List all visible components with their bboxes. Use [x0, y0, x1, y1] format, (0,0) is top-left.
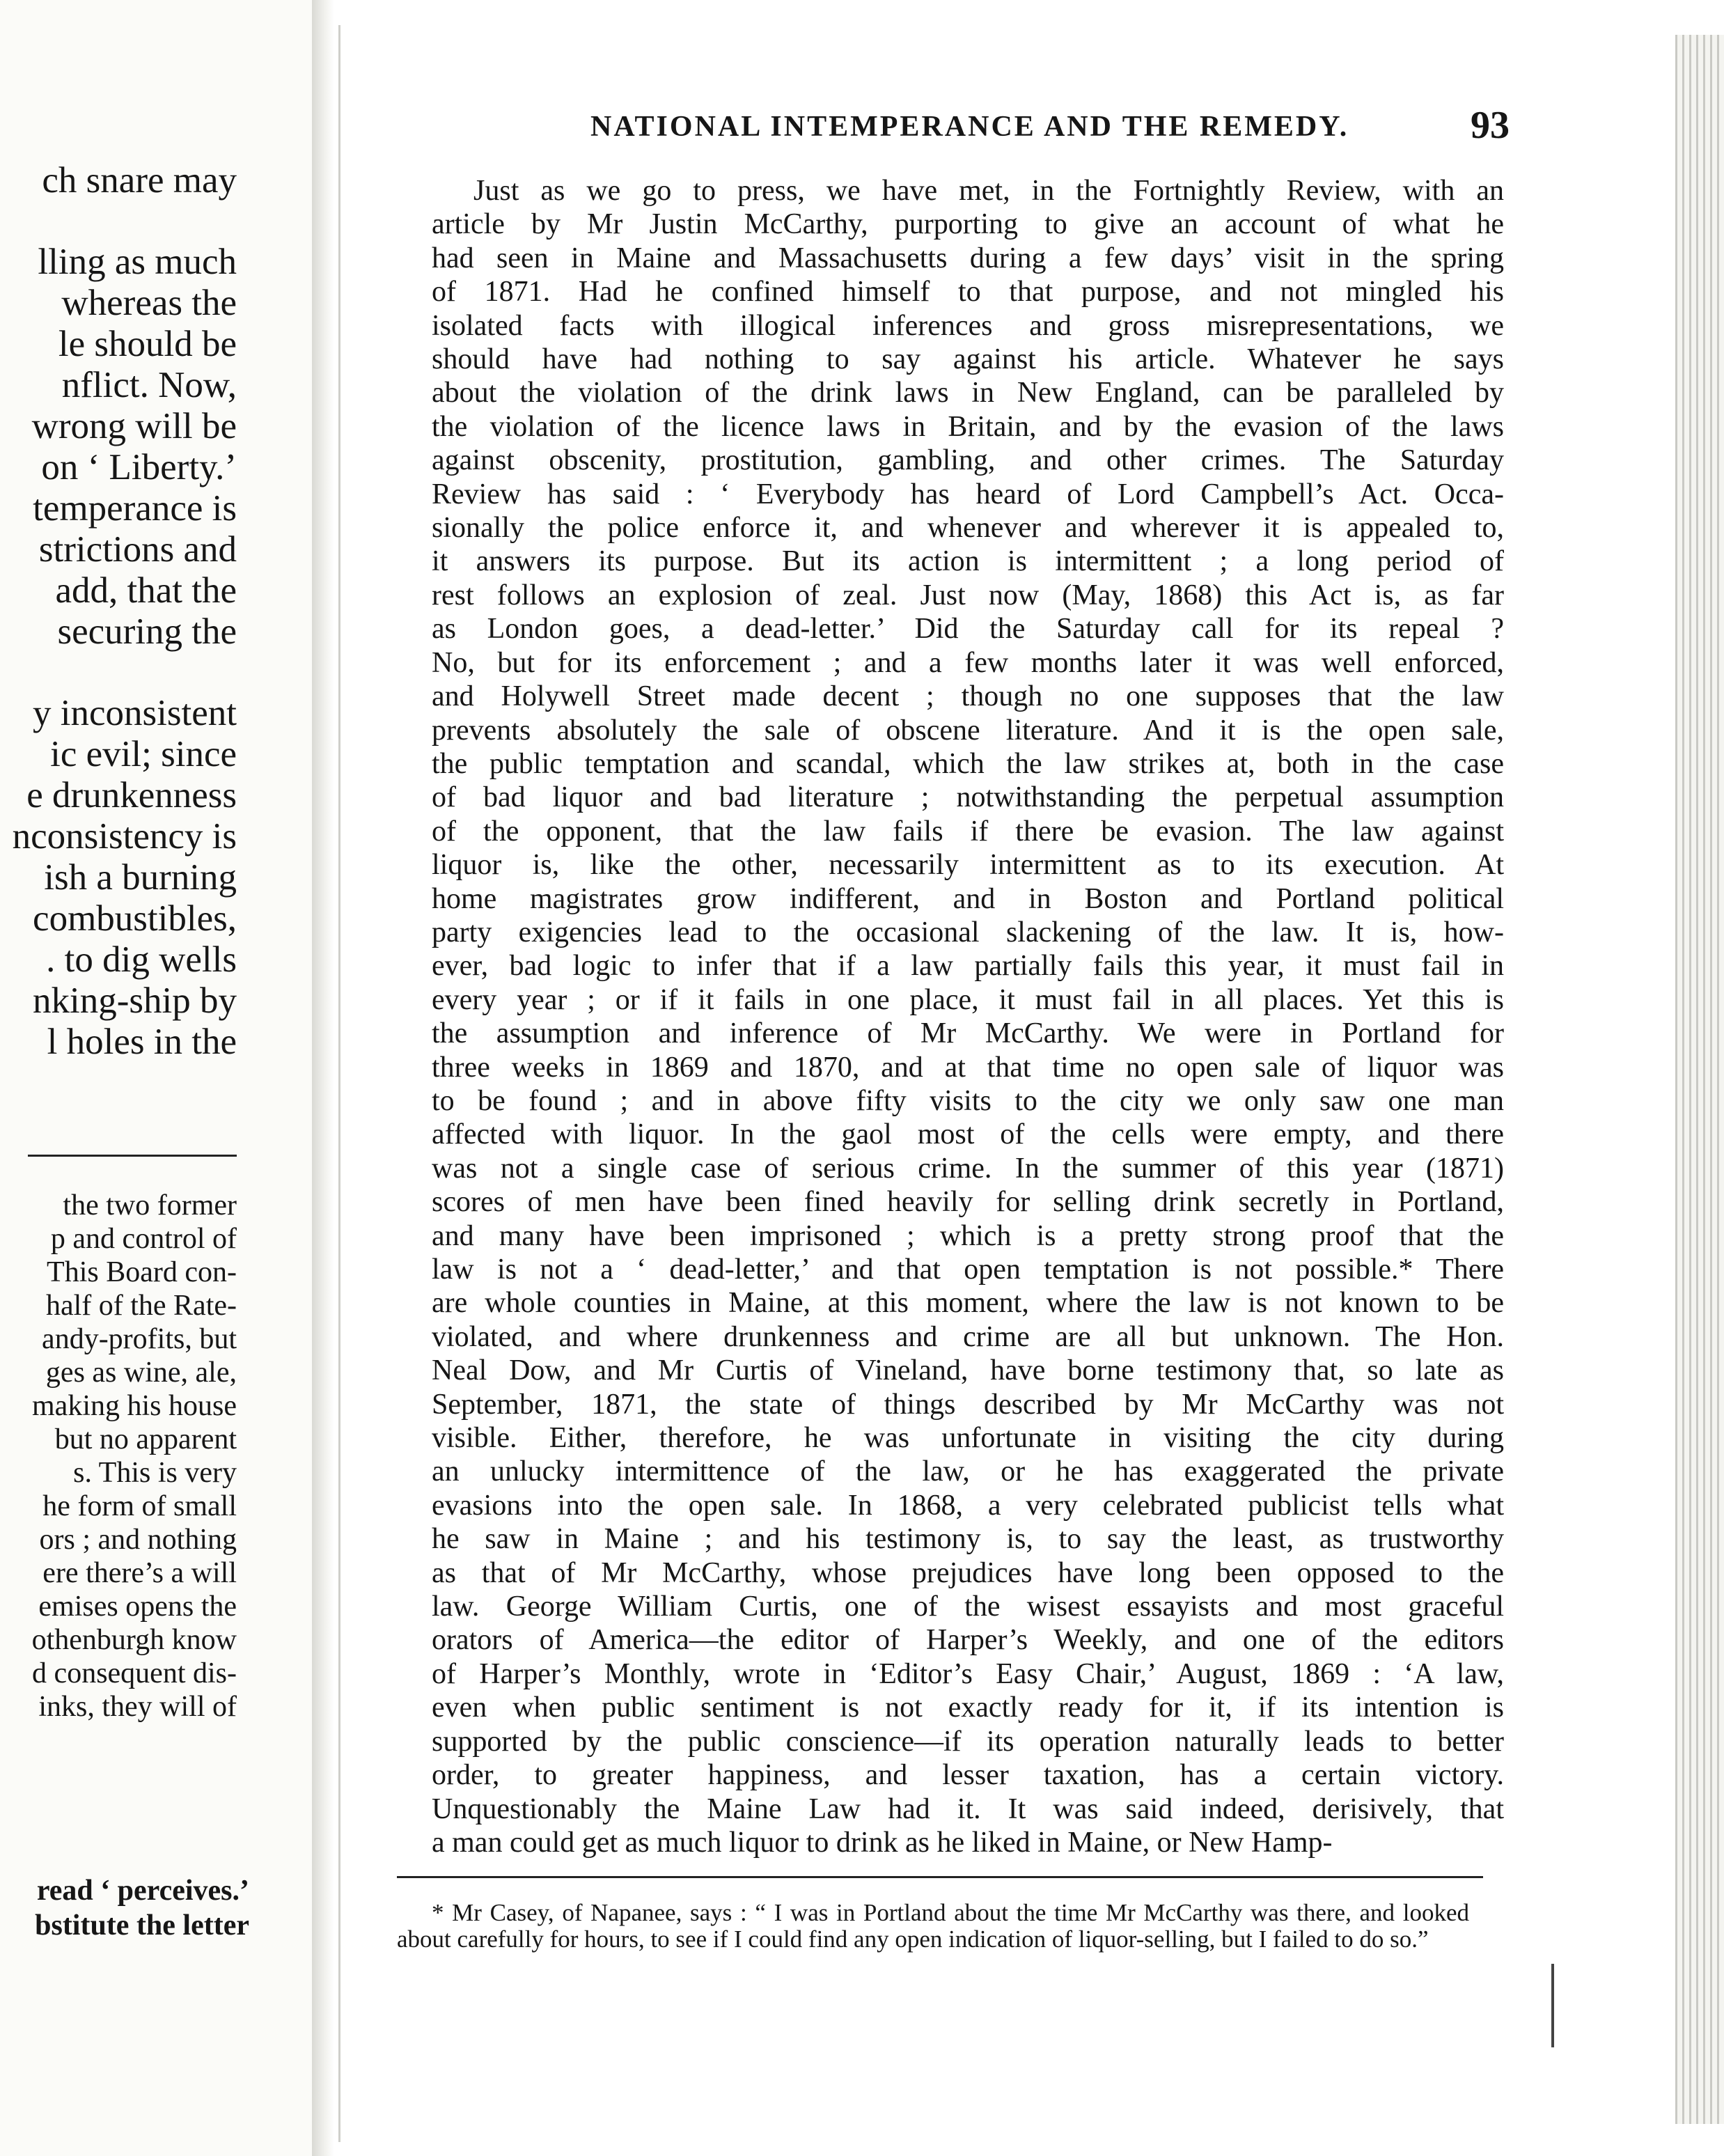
- text-line: s. This is very: [73, 1457, 237, 1489]
- text-line: visible. Either, therefore, he was unfortunate in visiting the city during: [432, 1422, 1504, 1455]
- text-line: Review has said : ‘ Everybody has heard of Lord Campbell’s Act. Occa-: [432, 478, 1504, 510]
- text-line: Just as we go to press, we have met, in the Fortnightly Review, with an: [473, 175, 1504, 207]
- text-line: against obscenity, prostitution, gambling, and other crimes. The Saturday: [432, 444, 1504, 477]
- text-line: law is not a ‘ dead-letter,’ and that open temptation is not possible.* There: [432, 1253, 1504, 1286]
- text-line: but no apparent: [54, 1423, 237, 1455]
- text-line: of 1871. Had he confined himself to that purpose, and not mingled his: [432, 276, 1504, 308]
- text-line: Unquestionably the Maine Law had it. It was said indeed, derisively, that: [432, 1792, 1504, 1825]
- text-line: rest follows an explosion of zeal. Just now (May, 1868) this Act is, as far: [432, 579, 1504, 611]
- text-line: and many have been imprisoned ; which is a pretty strong proof that the: [432, 1219, 1504, 1252]
- text-line: of bad liquor and bad literature ; notwithstanding the perpetual assumption: [432, 781, 1504, 814]
- text-line: ere there’s a will: [42, 1557, 237, 1589]
- text-line: wrong will be: [31, 406, 237, 446]
- text-line: [0, 653, 237, 693]
- text-line: securing the: [57, 611, 237, 652]
- text-line: read ‘ perceives.’: [36, 1875, 249, 1907]
- text-line: prevents absolutely the sale of obscene literature. And it is the open sale,: [432, 714, 1504, 747]
- text-line: and Holywell Street made decent ; though no one supposes that the law: [432, 680, 1504, 713]
- text-line: violated, and where drunkenness and crime are all but unknown. The Hon.: [432, 1320, 1504, 1353]
- left-page-notes: [0, 1189, 237, 1724]
- text-line: had seen in Maine and Massachusetts during a few days’ visit in the spring: [432, 242, 1504, 274]
- text-line: the two former: [63, 1189, 237, 1221]
- left-footnote-rule: [28, 1155, 237, 1157]
- text-line: order, to greater happiness, and lesser taxation, has a certain victory.: [432, 1759, 1504, 1792]
- running-head: NATIONAL INTEMPERANCE AND THE REMEDY.: [590, 111, 1349, 143]
- text-line: he form of small: [42, 1490, 237, 1522]
- main-body-text: [432, 174, 1504, 1859]
- text-line: scores of men have been fined heavily for selling drink secretly in Portland,: [432, 1186, 1504, 1219]
- text-line: temperance is: [33, 488, 237, 529]
- text-line: the public temptation and scandal, which the law strikes at, both in the case: [432, 747, 1504, 780]
- text-line: liquor is, like the other, necessarily intermittent as to its execution. At: [432, 849, 1504, 882]
- text-line: every year ; or if it fails in one place, it must fail in all places. Yet this is: [432, 983, 1504, 1016]
- scan-mark: [1551, 1964, 1554, 2047]
- text-line: othenburgh know: [31, 1624, 237, 1656]
- text-line: of the opponent, that the law fails if there be evasion. The law against: [432, 815, 1504, 847]
- text-line: September, 1871, the state of things described by Mr McCarthy was not: [432, 1388, 1504, 1421]
- page-edges: [1675, 35, 1724, 2124]
- left-page-body-text: [0, 160, 237, 1063]
- footnote: * Mr Casey, of Napanee, says : “ I was in Portland about the time Mr McCarthy was there, and looked about carefully for hours, to see if I could find any open indication of liquor-selling, but I failed to do so.”: [397, 1899, 1469, 1953]
- text-line: le should be: [58, 324, 237, 364]
- text-line: d consequent dis-: [32, 1657, 237, 1689]
- text-line: nflict. Now,: [61, 365, 237, 405]
- text-line: combustibles,: [33, 898, 237, 939]
- text-line: [0, 201, 237, 242]
- text-line: a man could get as much liquor to drink as he liked in Maine, or New Hamp-: [432, 1826, 1333, 1859]
- text-line: This Board con-: [47, 1256, 237, 1288]
- page-header: [590, 103, 1510, 159]
- text-line: of Harper’s Monthly, wrote in ‘Editor’s Easy Chair,’ August, 1869 : ‘A law,: [432, 1657, 1504, 1690]
- text-line: home magistrates grow indifferent, and in Boston and Portland political: [432, 882, 1504, 915]
- text-line: as London goes, a dead-letter.’ Did the Saturday call for its repeal ?: [432, 613, 1504, 646]
- text-line: to be found ; and in above fifty visits to the city we only saw one man: [432, 1084, 1504, 1117]
- text-line: party exigencies lead to the occasional slackening of the law. It is, how-: [432, 916, 1504, 948]
- text-line: he saw in Maine ; and his testimony is, to say the least, as trustworthy: [432, 1523, 1504, 1556]
- text-line: the violation of the licence laws in Britain, and by the evasion of the laws: [432, 410, 1504, 443]
- text-line: sionally the police enforce it, and whenever and wherever it is appealed to,: [432, 512, 1504, 545]
- text-line: supported by the public conscience—if its operation naturally leads to better: [432, 1725, 1504, 1758]
- text-line: . to dig wells: [46, 939, 237, 980]
- text-line: orators of America—the editor of Harper’s Weekly, and one of the editors: [432, 1624, 1504, 1657]
- text-line: e drunkenness: [26, 775, 237, 815]
- text-line: strictions and: [38, 529, 237, 570]
- text-line: the assumption and inference of Mr McCarthy. We were in Portland for: [432, 1017, 1504, 1050]
- text-line: ors ; and nothing: [39, 1524, 237, 1556]
- text-line: No, but for its enforcement ; and a few months later it was well enforced,: [432, 646, 1504, 679]
- text-line: as that of Mr McCarthy, whose prejudices have long been opposed to the: [432, 1556, 1504, 1589]
- text-line: affected with liquor. In the gaol most of the cells were empty, and there: [432, 1118, 1504, 1151]
- text-line: an unlucky intermittence of the law, or he has exaggerated the private: [432, 1455, 1504, 1488]
- text-line: andy-profits, but: [42, 1323, 237, 1355]
- left-page-fragment: [0, 0, 312, 2156]
- text-line: lling as much: [38, 242, 237, 282]
- text-line: ic evil; since: [50, 734, 237, 774]
- text-line: isolated facts with illogical inferences and gross misrepresentations, we: [432, 309, 1504, 342]
- left-page-end-notes: [0, 1873, 249, 1943]
- text-line: law. George William Curtis, one of the wisest essayists and most graceful: [432, 1591, 1504, 1623]
- text-line: ever, bad logic to infer that if a law partially fails this year, it must fail in: [432, 950, 1504, 983]
- text-line: should have had nothing to say against his article. Whatever he says: [432, 343, 1504, 376]
- text-line: it answers its purpose. But its action is intermittent ; a long period of: [432, 545, 1504, 578]
- text-line: p and control of: [50, 1223, 237, 1255]
- book-gutter: [312, 0, 334, 2156]
- text-line: on ‘ Liberty.’: [41, 447, 237, 487]
- text-line: emises opens the: [38, 1591, 237, 1623]
- text-line: half of the Rate-: [45, 1290, 237, 1322]
- text-line: add, that the: [55, 570, 237, 611]
- text-line: l holes in the: [47, 1022, 237, 1062]
- text-line: nking-ship by: [33, 981, 237, 1021]
- text-line: nconsistency is: [12, 816, 237, 857]
- text-line: was not a single case of serious crime. In the summer of this year (1871): [432, 1152, 1504, 1185]
- text-line: y inconsistent: [33, 693, 237, 733]
- text-line: are whole counties in Maine, at this moment, where the law is not known to be: [432, 1287, 1504, 1320]
- text-line: ch snare may: [42, 160, 237, 201]
- text-line: whereas the: [61, 283, 237, 323]
- text-line: about the violation of the drink laws in New England, can be paralleled by: [432, 377, 1504, 409]
- text-line: Neal Dow, and Mr Curtis of Vineland, have borne testimony that, so late as: [432, 1354, 1504, 1387]
- text-line: ges as wine, ale,: [45, 1357, 237, 1389]
- text-line: making his house: [32, 1390, 237, 1422]
- text-line: even when public sentiment is not exactly ready for it, if its intention is: [432, 1692, 1504, 1724]
- text-line: bstitute the letter: [35, 1909, 249, 1942]
- page-number: 93: [1471, 104, 1510, 147]
- text-line: ish a burning: [44, 857, 237, 898]
- text-line: inks, they will of: [38, 1691, 237, 1723]
- text-line: evasions into the open sale. In 1868, a very celebrated publicist tells what: [432, 1489, 1504, 1522]
- text-line: three weeks in 1869 and 1870, and at that time no open sale of liquor was: [432, 1051, 1504, 1084]
- text-line: article by Mr Justin McCarthy, purporting to give an account of what he: [432, 208, 1504, 241]
- footnote-rule: [397, 1876, 1483, 1878]
